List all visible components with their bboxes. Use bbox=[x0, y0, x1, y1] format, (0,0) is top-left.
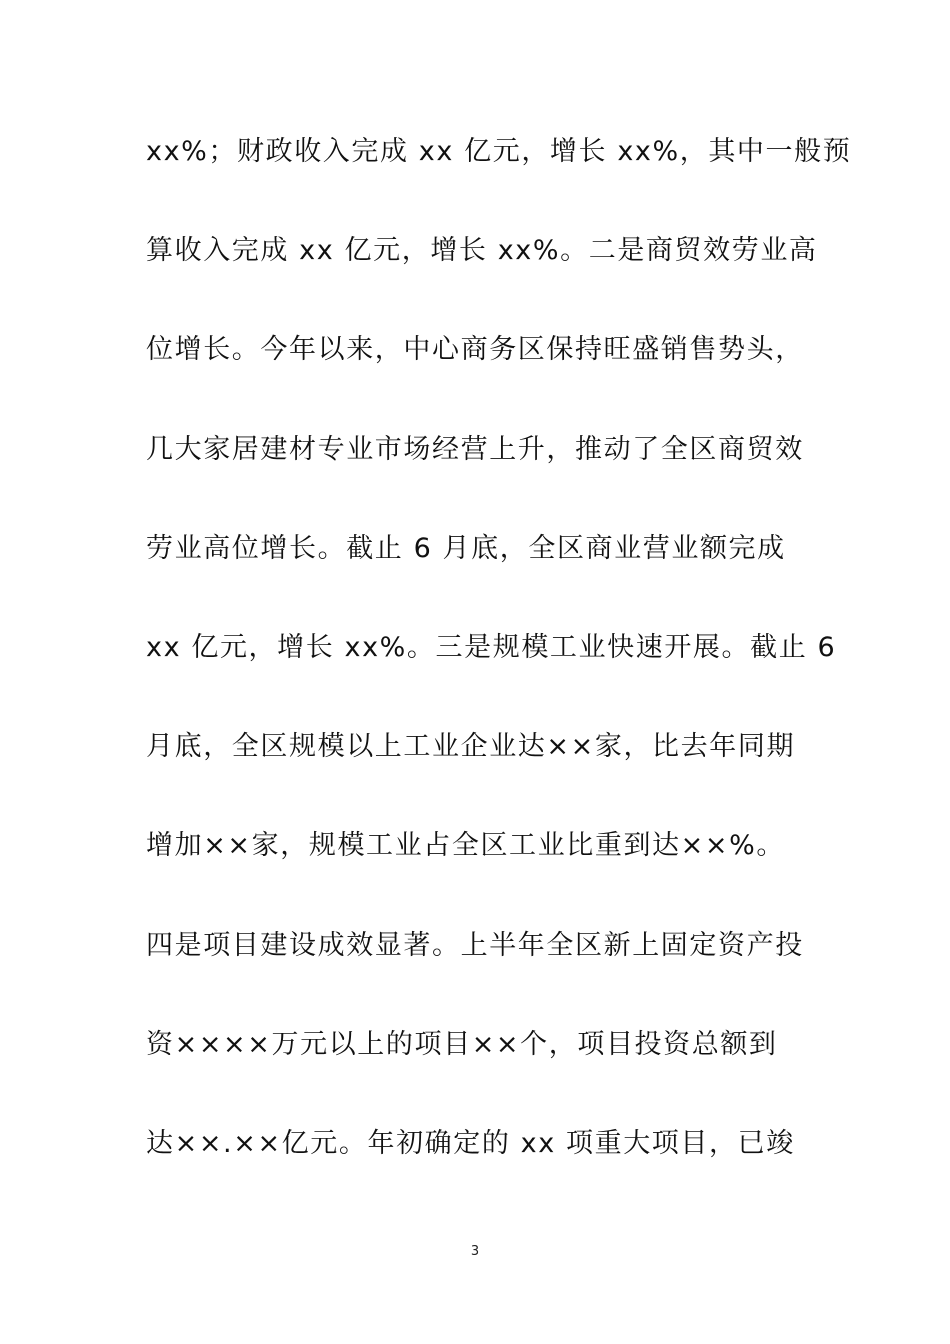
text-line: xx%；财政收入完成 xx 亿元，增长 xx%，其中一般预 bbox=[146, 136, 852, 167]
text-line: 资××××万元以上的项目××个，项目投资总额到 bbox=[146, 1028, 778, 1060]
text-line: 劳业高位增长。截止 6 月底，全区商业营业额完成 bbox=[146, 532, 786, 564]
text-line: 算收入完成 xx 亿元，增长 xx%。二是商贸效劳业高 bbox=[146, 235, 818, 267]
text-line: 几大家居建材专业市场经营上升，推动了全区商贸效 bbox=[146, 433, 804, 465]
text-line: 月底，全区规模以上工业企业达××家，比去年同期 bbox=[146, 731, 796, 763]
text-line: 达××.××亿元。年初确定的 xx 项重大项目，已竣 bbox=[146, 1127, 795, 1159]
text-line: 位增长。今年以来，中心商务区保持旺盛销售势头， bbox=[146, 334, 804, 366]
body-text bbox=[146, 124, 852, 1215]
page-number: 3 bbox=[470, 1244, 480, 1259]
text-line: xx 亿元，增长 xx%。三是规模工业快速开展。截止 6 bbox=[146, 631, 837, 663]
text-line: 四是项目建设成效显著。上半年全区新上固定资产投 bbox=[146, 929, 804, 961]
text-line: 增加××家，规模工业占全区工业比重到达××%。 bbox=[146, 830, 785, 862]
